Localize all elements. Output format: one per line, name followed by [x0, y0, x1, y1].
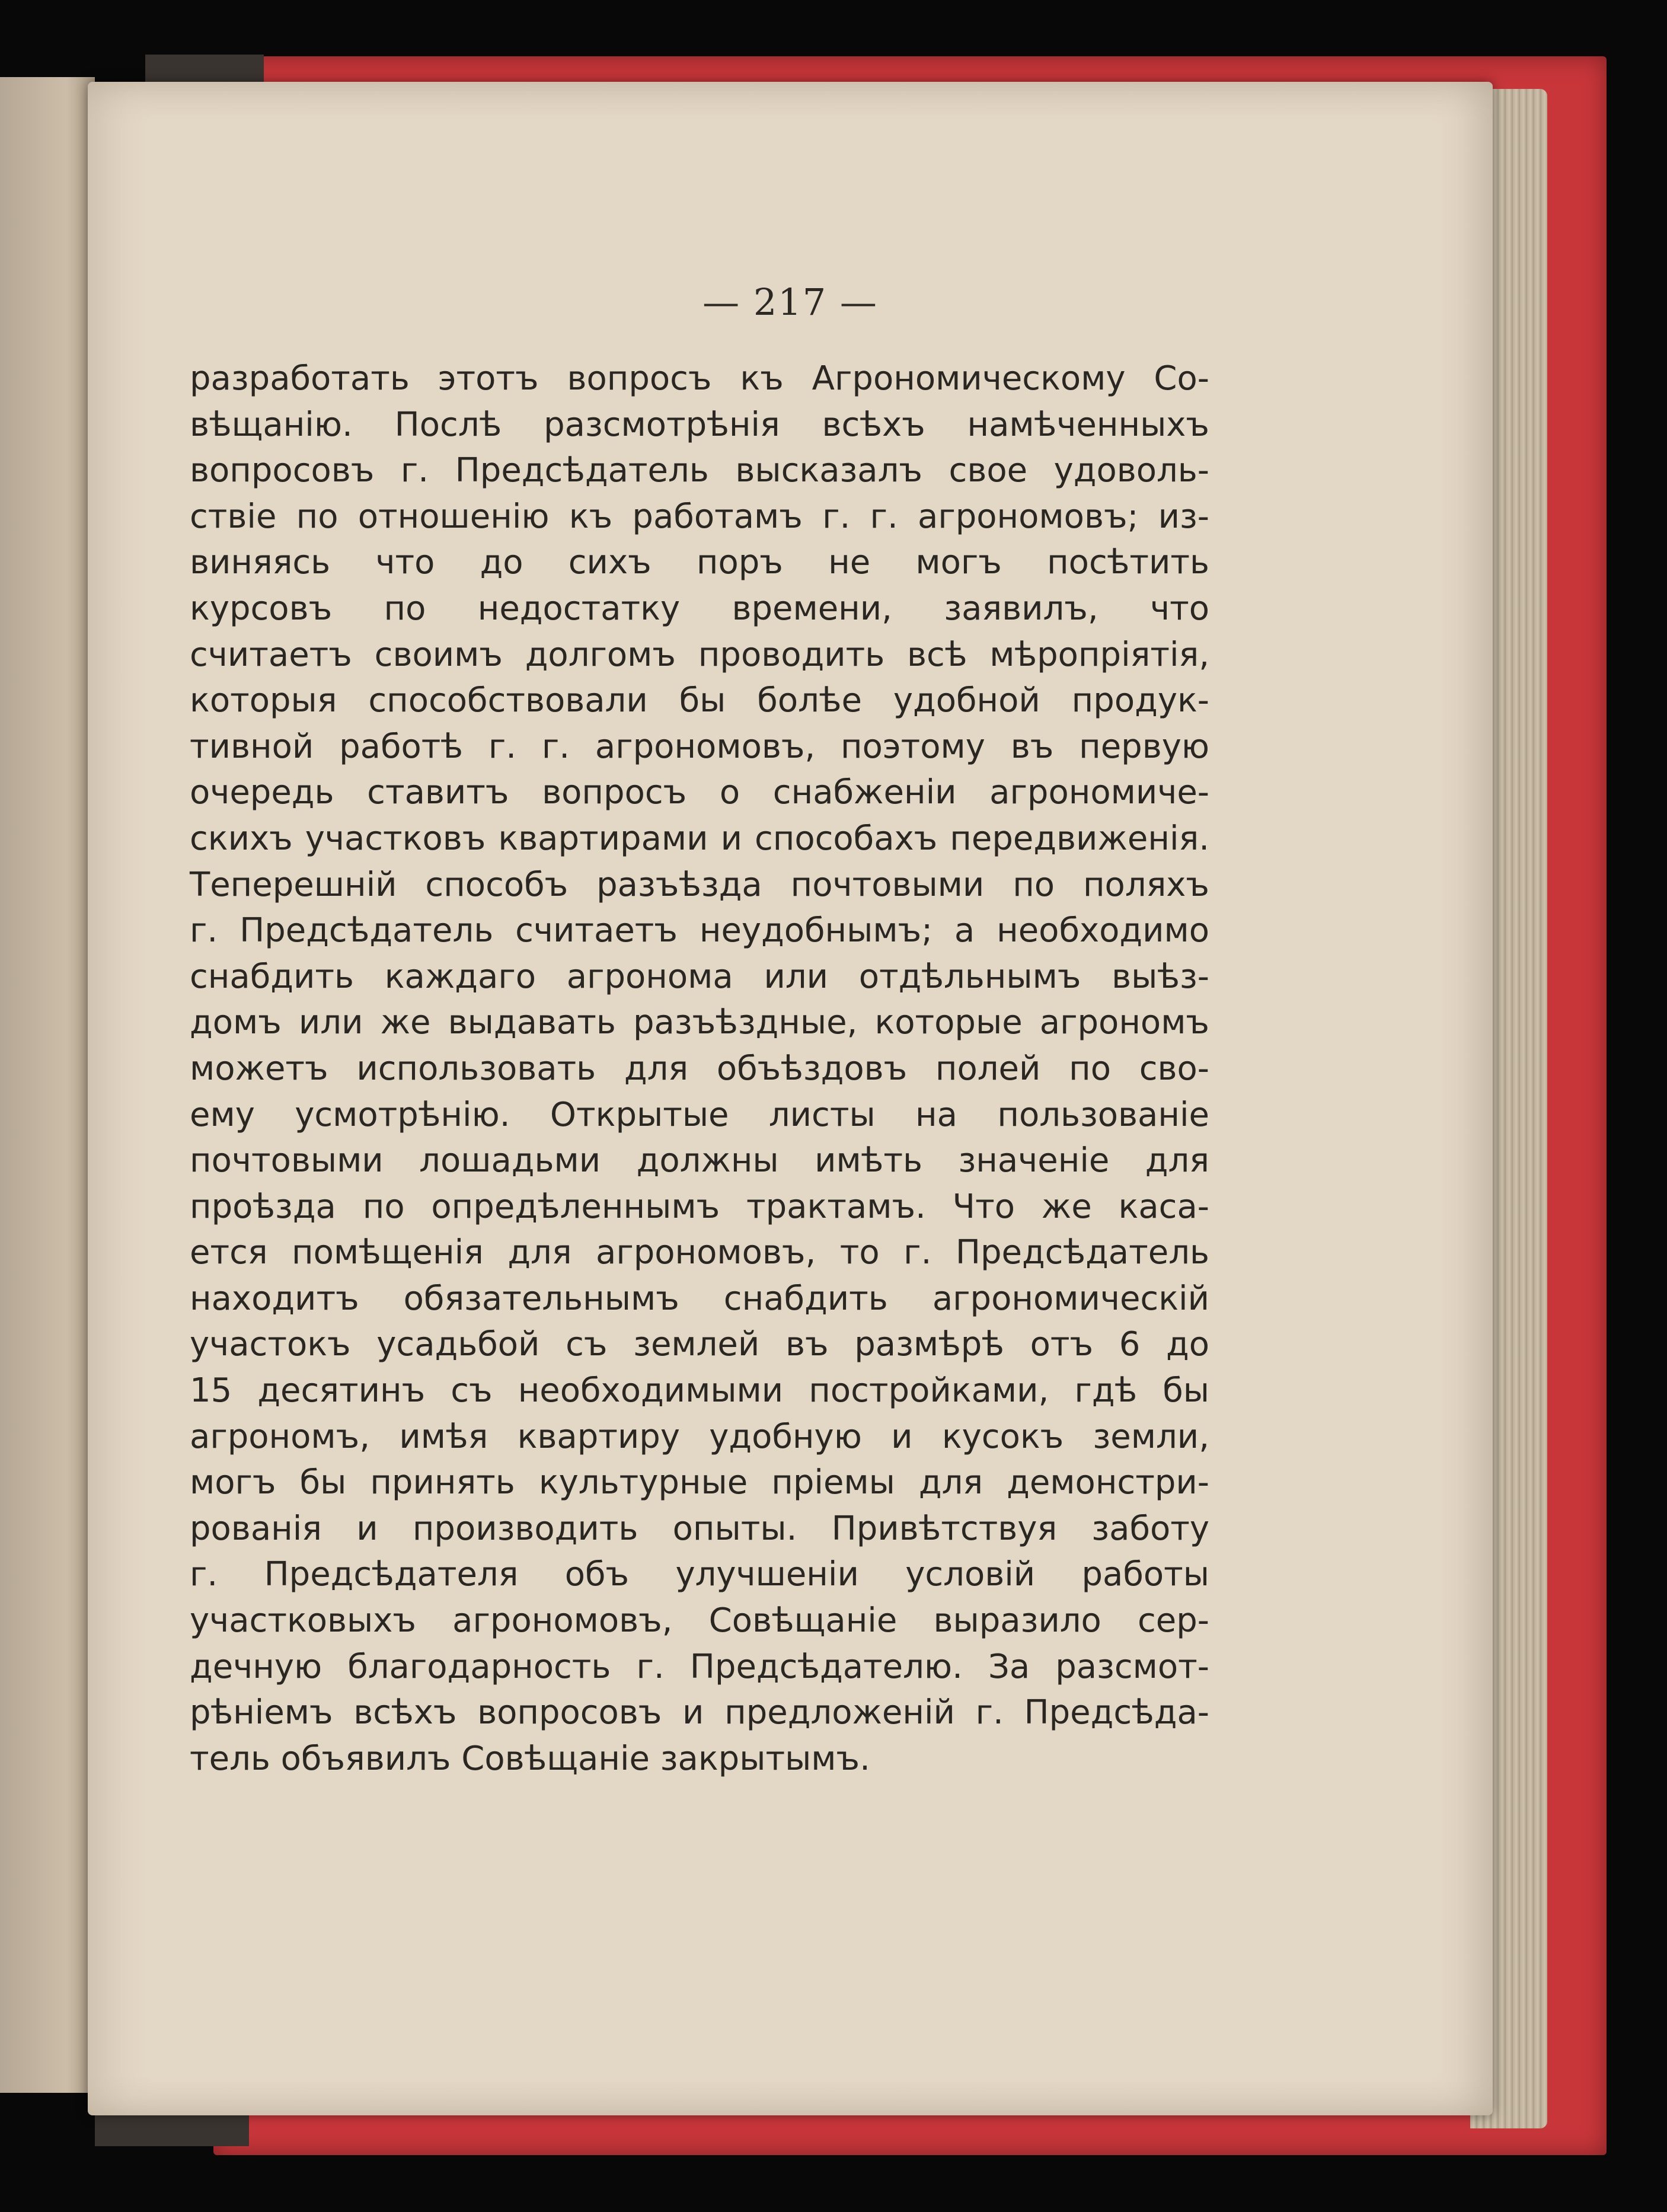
- text-line: виняясь что до сихъ поръ не могъ посѣтить: [190, 543, 1209, 582]
- text-line: дечную благодарность г. Предсѣдателю. За разсмот-: [190, 1647, 1209, 1686]
- text-line: участковыхъ агрономовъ, Совѣщаніе выразило сер-: [190, 1601, 1209, 1640]
- text-line: тивной работѣ г. г. агрономовъ, поэтому въ первую: [190, 727, 1209, 766]
- text-line: курсовъ по недостатку времени, заявилъ, что: [190, 589, 1209, 628]
- text-line: могъ бы принять культурные пріемы для демонстри-: [190, 1463, 1209, 1502]
- text-line: разработать этотъ вопросъ къ Агрономическому Со-: [190, 359, 1209, 398]
- book-page: [88, 82, 1493, 2115]
- text-line: считаетъ своимъ долгомъ проводить всѣ мѣропріятія,: [190, 635, 1209, 674]
- text-line: ется помѣщенія для агрономовъ, то г. Предсѣдатель: [190, 1233, 1209, 1272]
- text-line: Теперешній способъ разъѣзда почтовыми по поляхъ: [190, 865, 1209, 904]
- text-line: можетъ использовать для объѣздовъ полей по сво-: [190, 1049, 1209, 1088]
- text-line: вопросовъ г. Предсѣдатель высказалъ свое удоволь-: [190, 451, 1209, 490]
- body-text: [190, 356, 1209, 1782]
- text-line: тель объявилъ Совѣщаніе закрытымъ.: [190, 1739, 870, 1778]
- text-line: которыя способствовали бы болѣе удобной продук-: [190, 681, 1209, 720]
- text-line: ствіе по отношенію къ работамъ г. г. агрономовъ; из-: [190, 497, 1209, 536]
- text-line: агрономъ, имѣя квартиру удобную и кусокъ земли,: [190, 1417, 1209, 1456]
- page-number: — 217 —: [702, 280, 878, 324]
- text-line: скихъ участковъ квартирами и способахъ передвиженія.: [190, 819, 1209, 858]
- text-line: находитъ обязательнымъ снабдить агрономическій: [190, 1279, 1209, 1318]
- text-line: домъ или же выдавать разъѣздные, которые агрономъ: [190, 1003, 1209, 1042]
- left-page-edge: [0, 77, 95, 2093]
- text-line: участокъ усадьбой съ землей въ размѣрѣ отъ 6 до: [190, 1325, 1209, 1364]
- text-line: 15 десятинъ съ необходимыми постройками, гдѣ бы: [190, 1371, 1209, 1410]
- text-line: г. Предсѣдателя объ улучшеніи условій работы: [190, 1555, 1209, 1594]
- text-line: ему усмотрѣнію. Открытые листы на пользованіе: [190, 1095, 1209, 1134]
- text-line: г. Предсѣдатель считаетъ неудобнымъ; а необходимо: [190, 911, 1209, 950]
- text-line: почтовыми лошадьми должны имѣть значеніе для: [190, 1141, 1209, 1180]
- text-line: снабдить каждаго агронома или отдѣльнымъ выѣз-: [190, 957, 1209, 996]
- text-line: вѣщанію. Послѣ разсмотрѣнія всѣхъ намѣченныхъ: [190, 405, 1209, 444]
- text-line: рованія и производить опыты. Привѣтствуя заботу: [190, 1509, 1209, 1548]
- text-line: проѣзда по опредѣленнымъ трактамъ. Что же каса-: [190, 1187, 1209, 1226]
- text-line: очередь ставитъ вопросъ о снабженіи агрономиче-: [190, 773, 1209, 812]
- text-line: рѣніемъ всѣхъ вопросовъ и предложеній г. Предсѣда-: [190, 1693, 1209, 1732]
